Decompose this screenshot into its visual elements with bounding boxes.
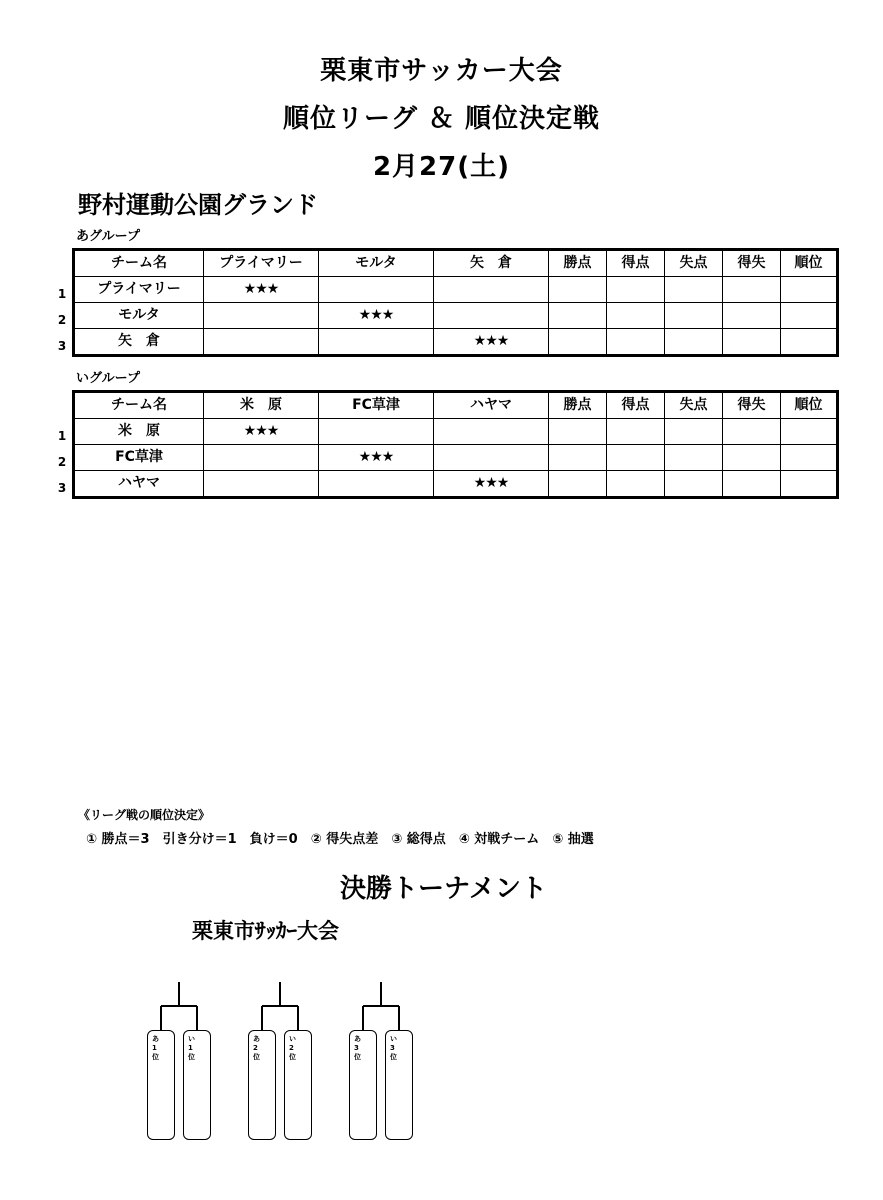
slot-label: あ1位 (152, 1035, 159, 1061)
stat-cell (665, 329, 723, 356)
header-goal-diff: 得失 (723, 392, 781, 419)
team-name: 米 原 (74, 419, 204, 445)
group-a-label: あグループ (76, 229, 140, 244)
page-subtitle: 順位リーグ ＆ 順位決定戦 (282, 104, 601, 134)
group-b-label: いグループ (76, 371, 140, 386)
stat-cell (781, 303, 838, 329)
header-team-2: FC草津 (319, 392, 434, 419)
stat-cell (723, 445, 781, 471)
slot-label: い3位 (390, 1035, 397, 1061)
header-points: 勝点 (549, 250, 607, 277)
self-match-mark: ★★★ (204, 419, 319, 445)
stat-cell (549, 471, 607, 498)
team-name: モルタ (74, 303, 204, 329)
self-match-mark: ★★★ (319, 303, 434, 329)
header-goals-against: 失点 (665, 250, 723, 277)
table-row (74, 303, 838, 329)
header-rank: 順位 (781, 392, 838, 419)
stat-cell (723, 329, 781, 356)
table-row (74, 419, 838, 445)
result-cell (319, 277, 434, 303)
group-a-table (72, 248, 839, 357)
stat-cell (723, 277, 781, 303)
slot-label: い2位 (289, 1035, 296, 1061)
stat-cell (665, 277, 723, 303)
header-team-3: 矢 倉 (434, 250, 549, 277)
stat-cell (723, 303, 781, 329)
self-match-mark: ★★★ (434, 471, 549, 498)
stat-cell (549, 303, 607, 329)
result-cell (434, 445, 549, 471)
venue-name: 野村運動公園グランド (78, 191, 318, 219)
tournament-title: 決勝トーナメント (340, 874, 547, 904)
table-row (74, 471, 838, 498)
event-date: 2月27(土) (372, 152, 511, 182)
slot-b2 (284, 1030, 312, 1140)
rules-body: ① 勝点＝3 引き分け＝1 負け＝0 ② 得失点差 ③ 総得点 ④ 対戦チーム ⑤ 抽選 (86, 832, 594, 847)
stat-cell (607, 445, 665, 471)
stat-cell (549, 419, 607, 445)
stat-cell (665, 445, 723, 471)
stat-cell (665, 303, 723, 329)
slot-b3 (385, 1030, 413, 1140)
team-name: ハヤマ (74, 471, 204, 498)
stat-cell (781, 329, 838, 356)
header-points: 勝点 (549, 392, 607, 419)
row-number: 1 (57, 287, 67, 301)
table-row (74, 277, 838, 303)
slot-b1 (183, 1030, 211, 1140)
header-goals-for: 得点 (607, 250, 665, 277)
stat-cell (549, 445, 607, 471)
bracket-lines (140, 982, 440, 1032)
row-number: 1 (57, 429, 67, 443)
slot-a1 (147, 1030, 175, 1140)
group-b-table (72, 390, 839, 499)
header-rank: 順位 (781, 250, 838, 277)
result-cell (204, 329, 319, 356)
result-cell (434, 277, 549, 303)
result-cell (434, 303, 549, 329)
row-number: 2 (57, 455, 67, 469)
slot-a3 (349, 1030, 377, 1140)
stat-cell (781, 471, 838, 498)
result-cell (319, 329, 434, 356)
header-team-2: モルタ (319, 250, 434, 277)
self-match-mark: ★★★ (204, 277, 319, 303)
stat-cell (607, 303, 665, 329)
result-cell (204, 445, 319, 471)
header-team-name: チーム名 (74, 392, 204, 419)
group-a-header-row (74, 250, 838, 277)
stat-cell (665, 471, 723, 498)
header-goals-against: 失点 (665, 392, 723, 419)
tournament-subtitle: 栗東市ｻｯｶｰ大会 (192, 919, 339, 943)
header-team-3: ハヤマ (434, 392, 549, 419)
result-cell (434, 419, 549, 445)
stat-cell (723, 471, 781, 498)
self-match-mark: ★★★ (434, 329, 549, 356)
result-cell (204, 471, 319, 498)
stat-cell (607, 419, 665, 445)
table-row (74, 329, 838, 356)
header-team-1: 米 原 (204, 392, 319, 419)
header-team-1: プライマリー (204, 250, 319, 277)
result-cell (319, 419, 434, 445)
group-b-header-row (74, 392, 838, 419)
slot-label: あ2位 (253, 1035, 260, 1061)
stat-cell (549, 329, 607, 356)
slot-a2 (248, 1030, 276, 1140)
row-number: 3 (57, 339, 67, 353)
stat-cell (781, 445, 838, 471)
table-row (74, 445, 838, 471)
header-goals-for: 得点 (607, 392, 665, 419)
result-cell (204, 303, 319, 329)
result-cell (319, 471, 434, 498)
stat-cell (607, 471, 665, 498)
row-number: 2 (57, 313, 67, 327)
rules-heading: 《リーグ戦の順位決定》 (78, 808, 211, 822)
row-number: 3 (57, 481, 67, 495)
team-name: プライマリー (74, 277, 204, 303)
slot-label: あ3位 (354, 1035, 361, 1061)
stat-cell (607, 329, 665, 356)
stat-cell (665, 419, 723, 445)
stat-cell (607, 277, 665, 303)
team-name: FC草津 (74, 445, 204, 471)
stat-cell (723, 419, 781, 445)
header-team-name: チーム名 (74, 250, 204, 277)
slot-label: い1位 (188, 1035, 195, 1061)
header-goal-diff: 得失 (723, 250, 781, 277)
self-match-mark: ★★★ (319, 445, 434, 471)
page-title: 栗東市サッカー大会 (320, 56, 563, 86)
team-name: 矢 倉 (74, 329, 204, 356)
stat-cell (781, 419, 838, 445)
stat-cell (549, 277, 607, 303)
stat-cell (781, 277, 838, 303)
